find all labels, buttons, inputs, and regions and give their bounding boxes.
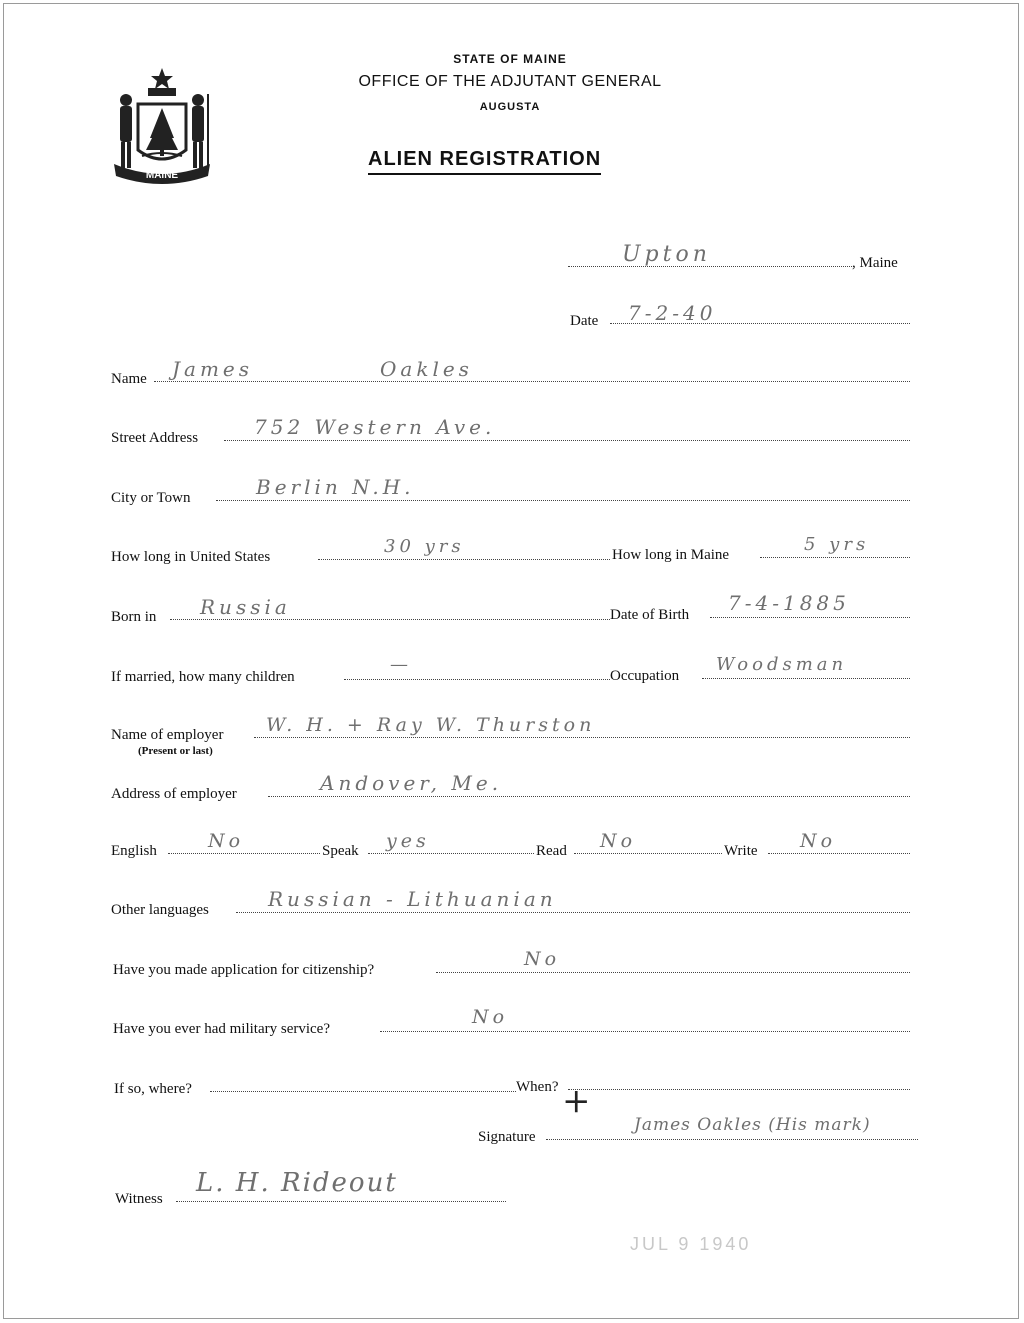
read-line xyxy=(574,853,722,854)
when-label: When? xyxy=(516,1079,559,1095)
employer-value: W. H. + Ray W. Thurston xyxy=(266,714,596,736)
read-value: No xyxy=(600,830,637,852)
witness-line xyxy=(176,1201,506,1202)
children-line xyxy=(344,679,610,680)
street-label: Street Address xyxy=(111,430,199,446)
military-label: Have you ever had military service? xyxy=(113,1021,330,1037)
born-label: Born in xyxy=(111,609,157,625)
us-years-label: How long in United States xyxy=(111,549,271,565)
dob-value: 7-4-1885 xyxy=(728,591,850,615)
svg-text:MAINE: MAINE xyxy=(145,170,179,181)
signature-line xyxy=(546,1139,918,1140)
signature-label: Signature xyxy=(478,1129,536,1145)
occupation-label: Occupation xyxy=(610,668,680,684)
maine-suffix: , Maine xyxy=(852,255,898,271)
english-value: No xyxy=(208,830,245,852)
street-line xyxy=(224,440,910,441)
maine-years-line xyxy=(760,557,910,558)
occupation-line xyxy=(702,678,910,679)
when-line xyxy=(568,1089,910,1090)
children-value: — xyxy=(390,654,408,675)
military-line xyxy=(380,1031,910,1032)
city-label: City or Town xyxy=(111,490,191,506)
where-label: If so, where? xyxy=(114,1081,192,1097)
employer-address-label: Address of employer xyxy=(111,786,237,802)
employer-address-value: Andover, Me. xyxy=(320,771,503,795)
where-line xyxy=(210,1091,516,1092)
signature-mark: + xyxy=(562,1081,591,1121)
maine-years-label: How long in Maine xyxy=(612,547,730,563)
speak-value: yes xyxy=(386,830,430,852)
name-label: Name xyxy=(111,371,147,387)
street-value: 752 Western Ave. xyxy=(254,415,496,439)
name-line xyxy=(154,381,910,382)
born-line xyxy=(170,619,610,620)
employer-sublabel: (Present or last) xyxy=(138,745,213,757)
occupation-value: Woodsman xyxy=(716,654,848,675)
received-stamp: JUL 9 1940 xyxy=(630,1234,752,1254)
military-value: No xyxy=(472,1006,509,1028)
first-name-value: James xyxy=(172,357,254,381)
header-city: AUGUSTA xyxy=(479,101,541,113)
city-value: Berlin N.H. xyxy=(256,475,415,499)
maine-years-value: 5 yrs xyxy=(804,534,870,555)
town-value: Upton xyxy=(622,242,711,267)
us-years-value: 30 yrs xyxy=(384,536,465,557)
witness-value: L. H. Rideout xyxy=(196,1168,398,1198)
city-line xyxy=(216,500,910,501)
dob-label: Date of Birth xyxy=(610,607,690,623)
header-state: STATE OF MAINE xyxy=(453,52,567,66)
write-label: Write xyxy=(724,843,758,859)
employer-line xyxy=(254,737,910,738)
signature-value: James Oakles (His mark) xyxy=(634,1115,871,1135)
english-label: English xyxy=(111,843,157,859)
english-line xyxy=(168,853,320,854)
other-languages-label: Other languages xyxy=(111,902,209,918)
other-languages-value: Russian - Lithuanian xyxy=(268,887,557,911)
write-value: No xyxy=(800,830,837,852)
witness-label: Witness xyxy=(115,1191,163,1207)
header-office: OFFICE OF THE ADJUTANT GENERAL xyxy=(358,73,662,90)
speak-label: Speak xyxy=(322,843,359,859)
employer-label: Name of employer xyxy=(111,727,224,743)
maine-state-seal xyxy=(108,64,216,188)
citizenship-label: Have you made application for citizenship? xyxy=(113,962,375,978)
dob-line xyxy=(710,617,910,618)
date-value: 7-2-40 xyxy=(628,301,717,325)
citizenship-line xyxy=(436,972,910,973)
speak-line xyxy=(368,853,534,854)
us-years-line xyxy=(318,559,610,560)
born-value: Russia xyxy=(200,595,291,619)
employer-address-line xyxy=(268,796,910,797)
date-label: Date xyxy=(570,313,599,329)
write-line xyxy=(768,853,910,854)
form-title: ALIEN REGISTRATION xyxy=(368,148,601,175)
read-label: Read xyxy=(536,843,567,859)
children-label: If married, how many children xyxy=(111,669,295,685)
other-languages-line xyxy=(236,912,910,913)
citizenship-value: No xyxy=(524,948,561,970)
last-name-value: Oakles xyxy=(380,357,473,381)
